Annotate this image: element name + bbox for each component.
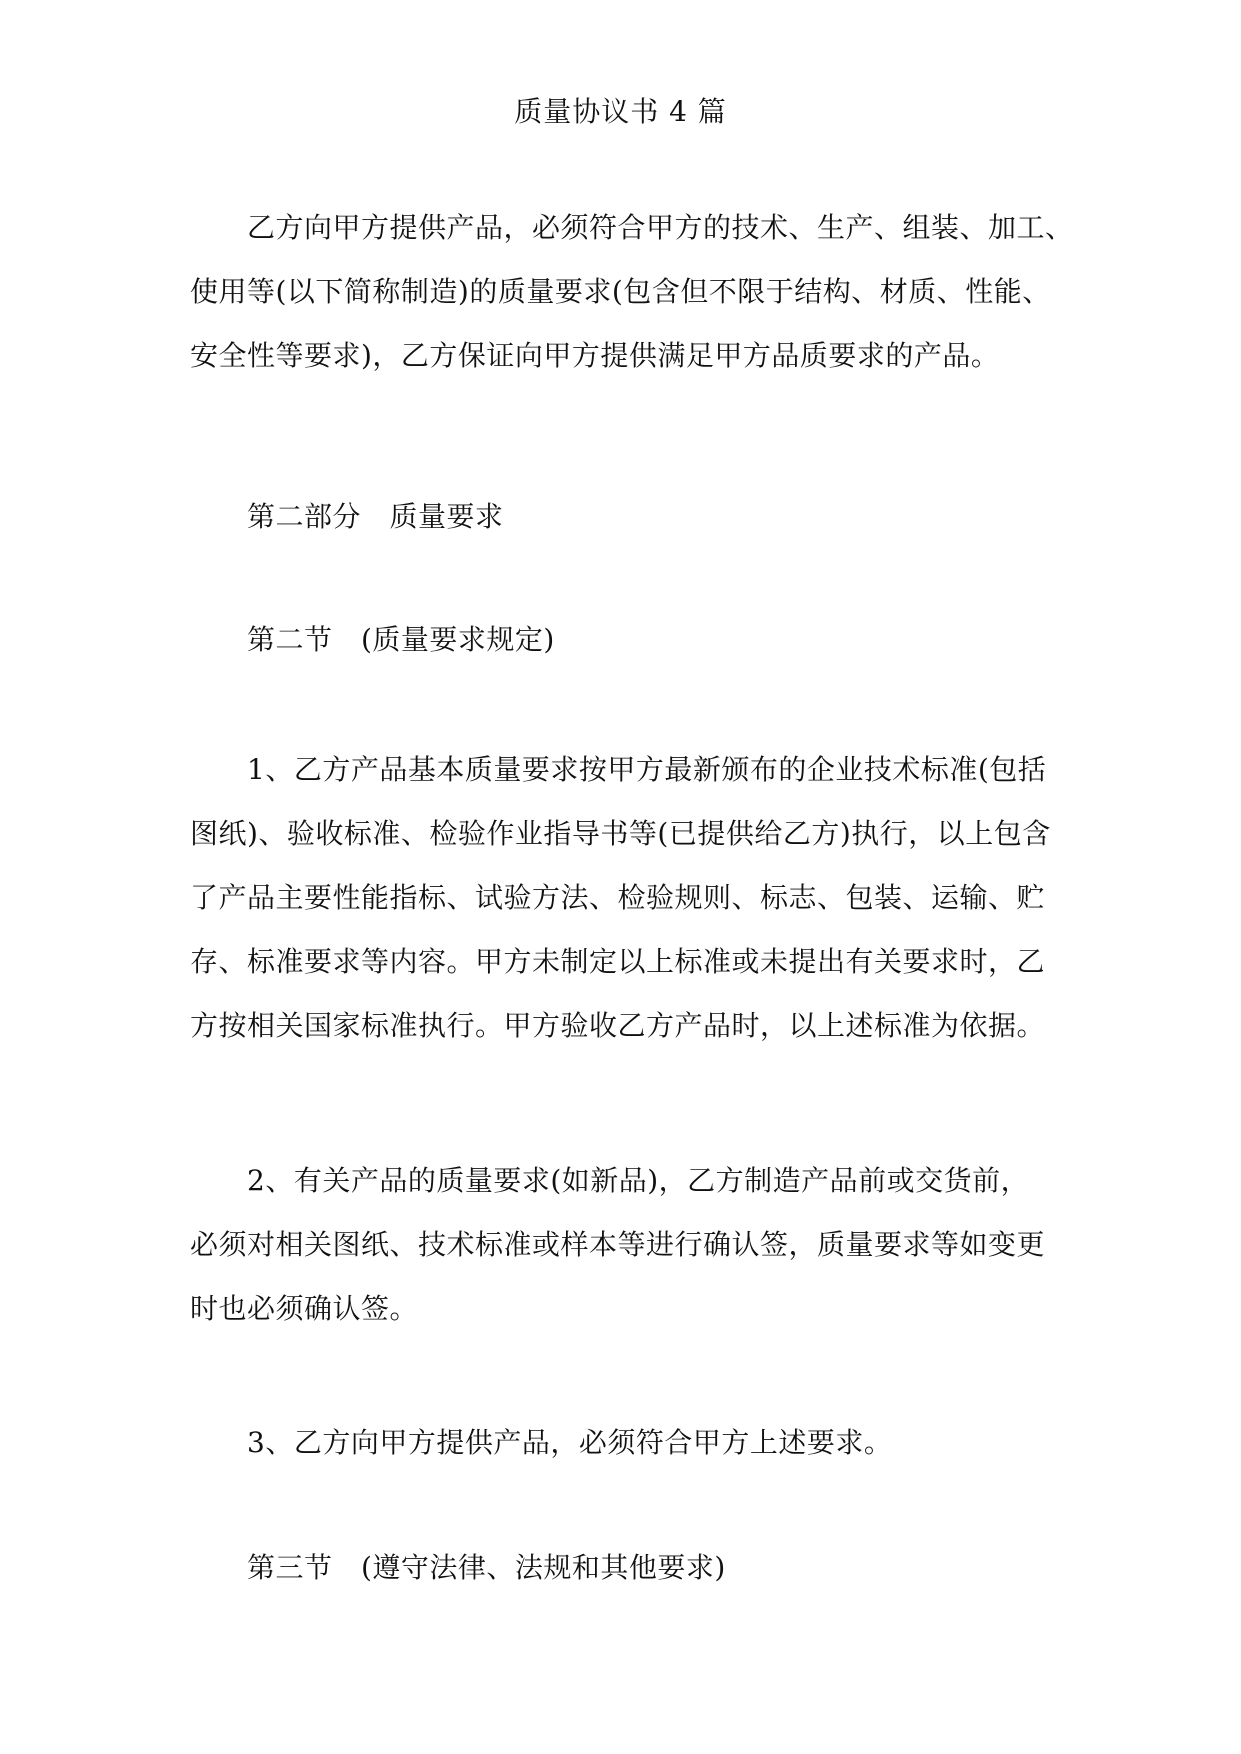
item1-line: 方按相关国家标准执行。甲方验收乙方产品时，以上述标准为依据。 [190, 1009, 1046, 1042]
item2-line: 必须对相关图纸、技术标准或样本等进行确认签，质量要求等如变更 [190, 1228, 1046, 1261]
item1-line: 存、标准要求等内容。甲方未制定以上标准或未提出有关要求时，乙 [190, 945, 1046, 978]
intro-line: 安全性等要求)，乙方保证向甲方提供满足甲方品质要求的产品。 [190, 339, 1000, 372]
document-title: 质量协议书 4 篇 [514, 95, 727, 128]
item1-paragraph [190, 738, 1070, 1058]
intro-paragraph [190, 196, 1074, 388]
item1-line: 图纸)、验收标准、检验作业指导书等(已提供给乙方)执行，以上包含 [190, 817, 1051, 850]
item1-line: 了产品主要性能指标、试验方法、检验规则、标志、包装、运输、贮 [190, 881, 1046, 914]
item3-paragraph: 3、乙方向甲方提供产品，必须符合甲方上述要求。 [247, 1426, 893, 1459]
section3-heading: 第三节 (遵守法律、法规和其他要求) [247, 1551, 726, 1584]
section2-heading: 第二节 (质量要求规定) [247, 623, 555, 656]
item2-paragraph [190, 1149, 1070, 1341]
part-heading: 第二部分 质量要求 [247, 500, 504, 533]
intro-line: 乙方向甲方提供产品，必须符合甲方的技术、生产、组装、加工、 [247, 211, 1074, 244]
item2-line: 2、有关产品的质量要求(如新品)，乙方制造产品前或交货前， [247, 1164, 1030, 1197]
intro-line: 使用等(以下简称制造)的质量要求(包含但不限于结构、材质、性能、 [190, 275, 1051, 308]
item1-line: 1、乙方产品基本质量要求按甲方最新颁布的企业技术标准(包括 [247, 753, 1047, 786]
item2-line: 时也必须确认签。 [190, 1292, 419, 1325]
